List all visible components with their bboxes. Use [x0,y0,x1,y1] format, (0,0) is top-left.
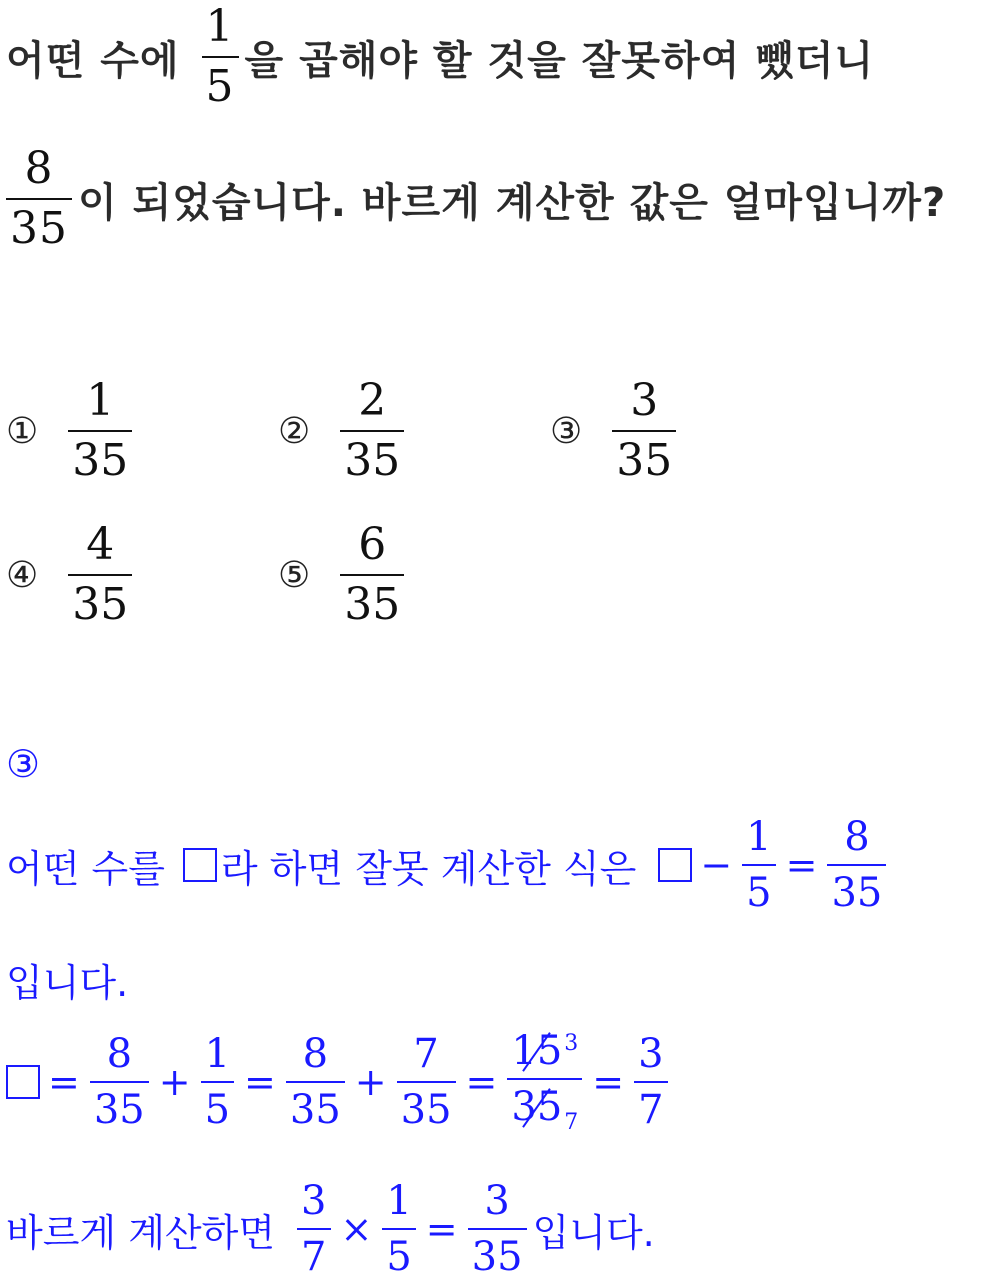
question-line-1 [6,1,875,113]
blank-box [6,1065,40,1099]
fraction: $\frac{7}{35}$ [397,1033,456,1131]
question-text: 어떤 수에 [6,37,180,84]
choice-5[interactable]: ⑤ $\frac{6}{35}$ [278,522,410,628]
fraction: $\frac{1}{5}$ [202,4,239,110]
question-line-2 [6,143,947,255]
fraction: $\frac{3}{35}$ [612,378,676,484]
solution-line-4: 바르게 계산하면 $\frac{3}{7}$ × $\frac{1}{5}$ = $\frac{3}{35}$ 입니다. [6,1178,655,1280]
fraction: $\frac{8}{35}$ [827,816,886,914]
fraction: $\frac{8}{35}$ [6,146,72,252]
solution-line-1: 어떤 수를 라 하면 잘못 계산한 식은 − $\frac{1}{5}$ = $\frac{8}{35}$ [6,816,892,914]
fraction: $\frac{1}{35}$ [68,378,132,484]
choice-1[interactable]: ① $\frac{1}{35}$ [6,378,138,484]
blank-box [183,848,217,882]
fraction: $\frac{1}{5}$ [742,816,775,914]
fraction: $\frac{6}{35}$ [340,522,404,628]
fraction: $\frac{8}{35}$ [286,1033,345,1131]
fraction: $\frac{2}{35}$ [340,378,404,484]
fraction: $\frac{3}{7}$ [297,1180,330,1278]
choice-4[interactable]: ④ $\frac{4}{35}$ [6,522,138,628]
question-text: 을 곱해야 할 것을 잘못하여 뺐더니 [244,37,875,84]
fraction: $\frac{1}{5}$ [382,1180,415,1278]
solution-line-3: = $\frac{8}{35}$ + $\frac{1}{5}$ = $\frac{8}{35}$ + $\frac{7}{35}$ = $\frac{15^3}{35_7}$ = $\frac{3}{7}$ [6,1030,674,1134]
choice-2[interactable]: ② $\frac{2}{35}$ [278,378,410,484]
fraction: $\frac{8}{35}$ [90,1033,149,1131]
solution-answer: ③ [6,742,41,786]
solution-line-2: 입니다. [6,961,129,1005]
choice-3[interactable]: ③ $\frac{3}{35}$ [550,378,682,484]
fraction: $\frac{1}{5}$ [201,1033,234,1131]
question-text: 이 되었습니다. 바르게 계산한 값은 얼마입니까? [78,179,947,226]
fraction: $\frac{4}{35}$ [68,522,132,628]
blank-box [658,848,692,882]
reduced-fraction: $\frac{15^3}{35_7}$ [507,1030,582,1134]
fraction: $\frac{3}{7}$ [634,1033,667,1131]
fraction: $\frac{3}{35}$ [468,1180,527,1278]
